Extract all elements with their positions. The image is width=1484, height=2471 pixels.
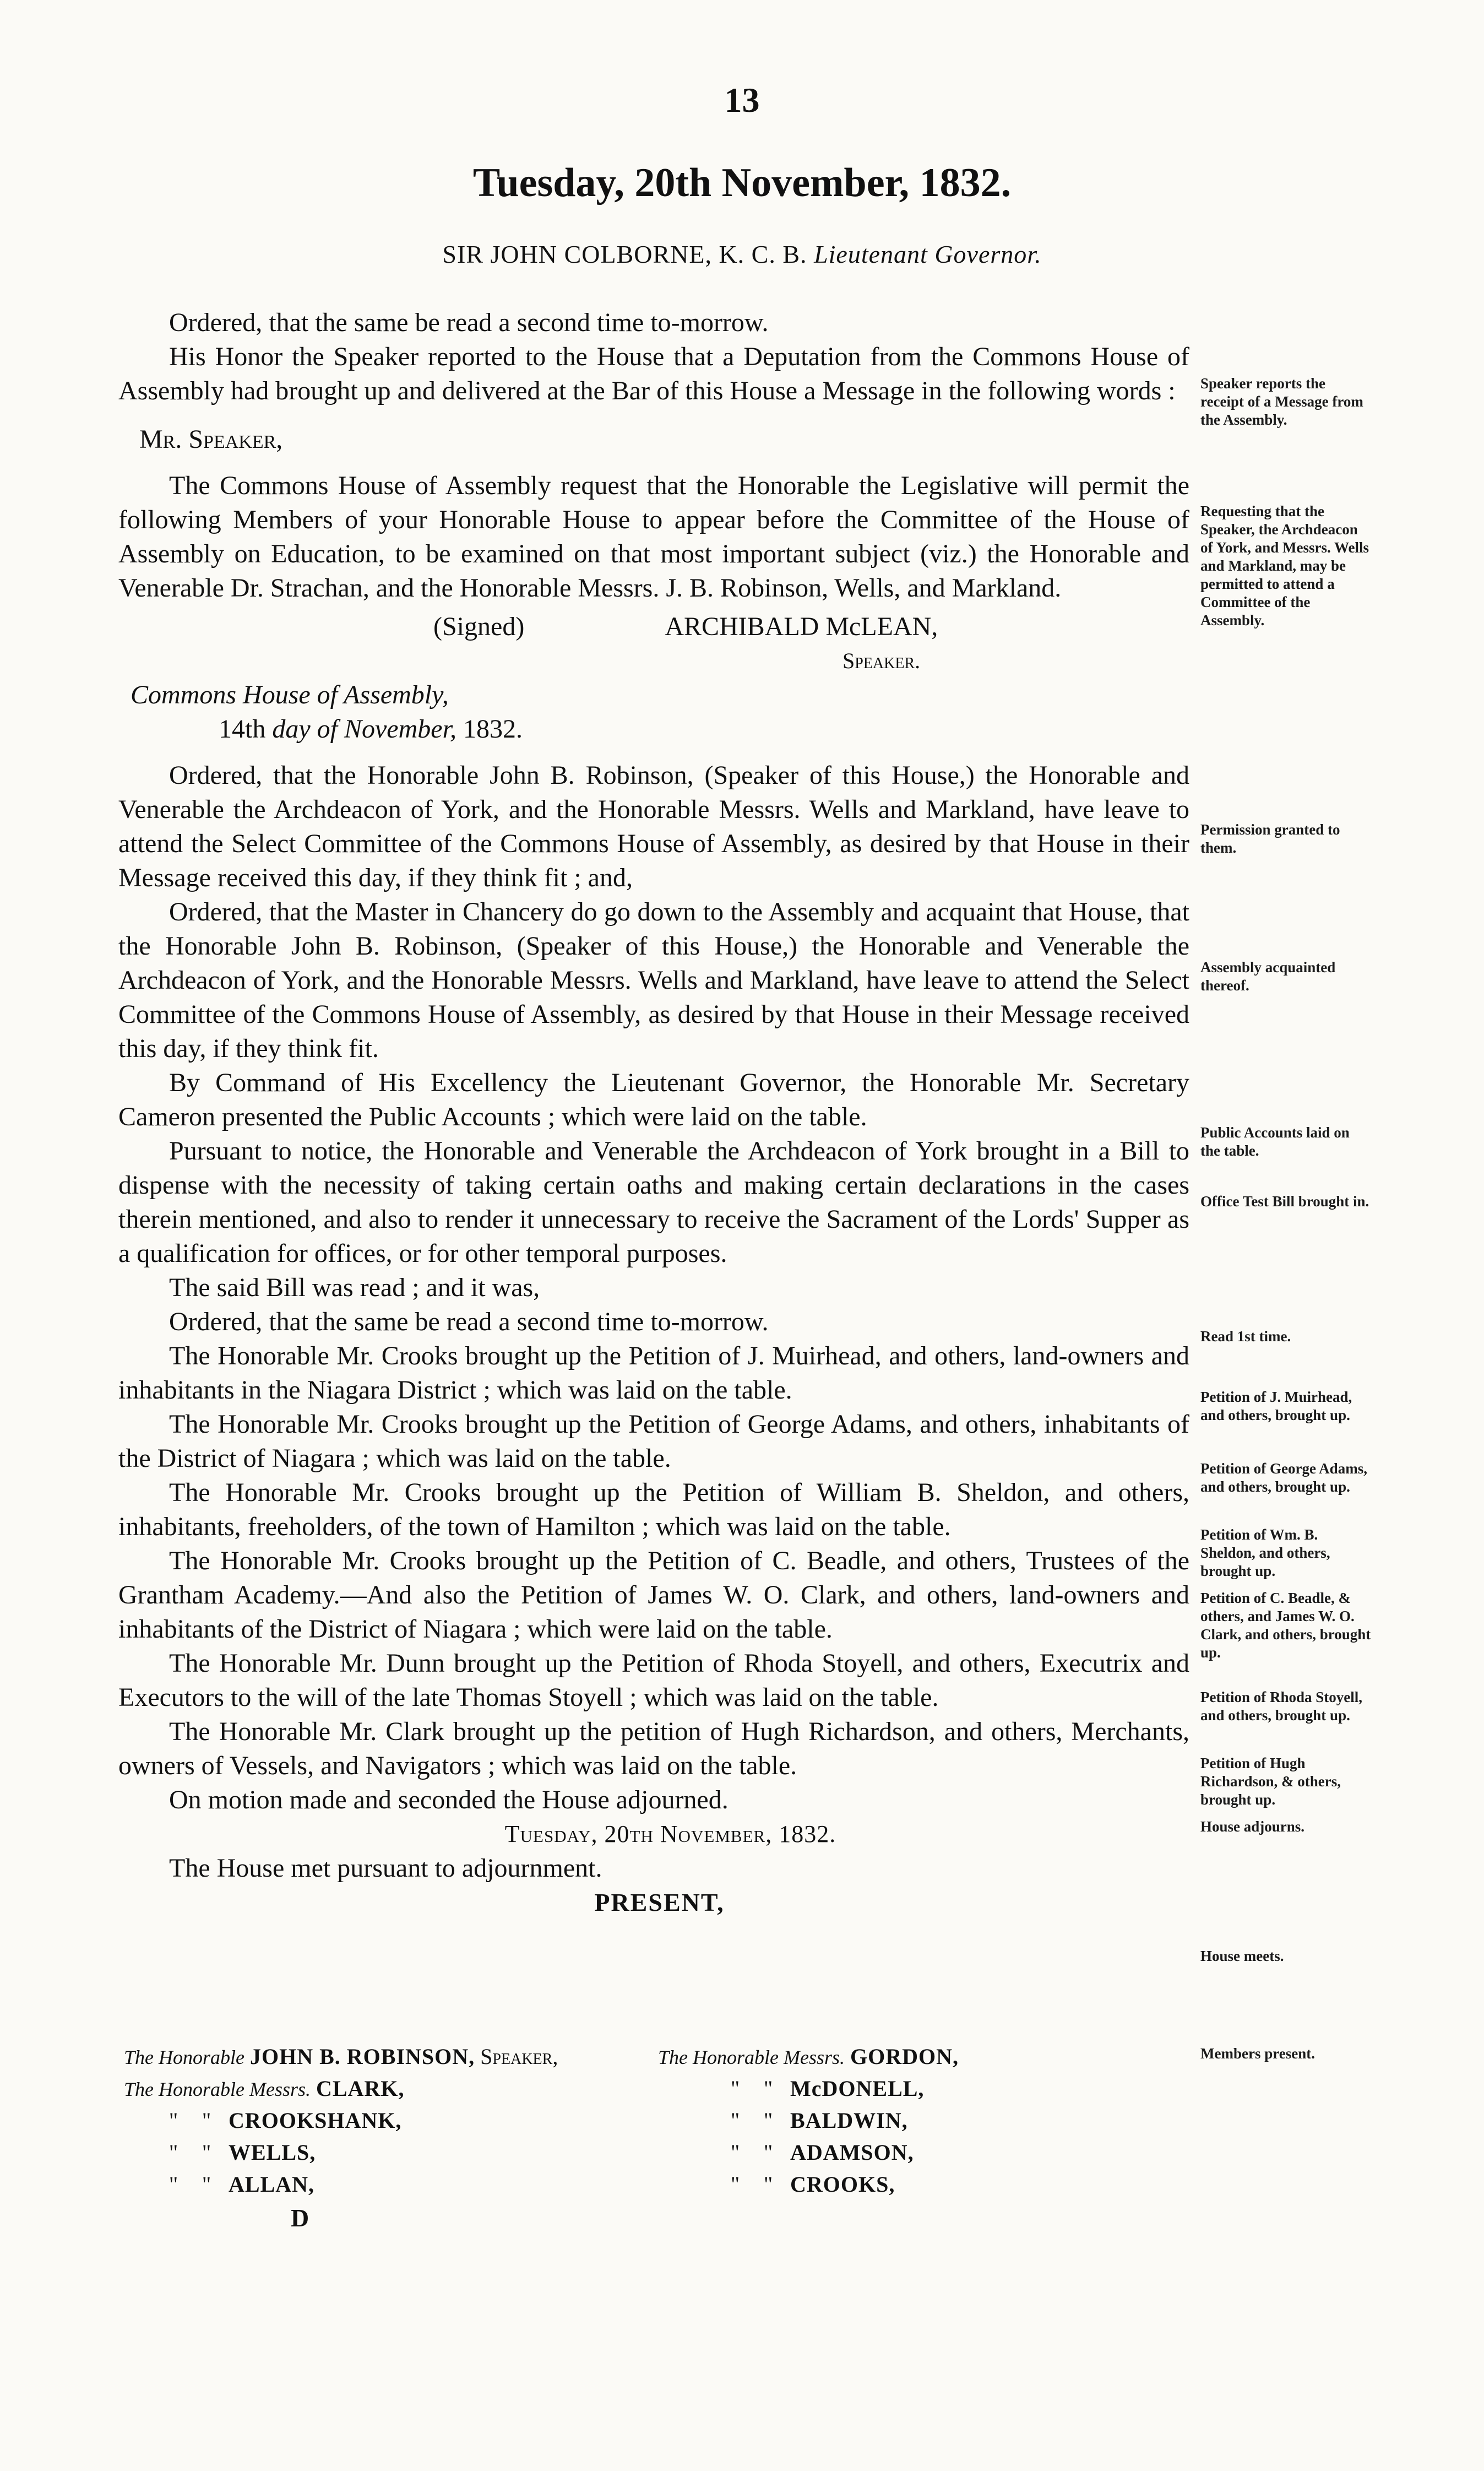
paragraph: By Command of His Excellency the Lieutenant Governor, the Honorable Mr. Secretary Cameron presented the Public Accounts ; which were laid on the table. xyxy=(118,1068,1189,1131)
paragraph: The Honorable Mr. Clark brought up the petition of Hugh Richardson, and others, Merchants, owners of Vessels, and Navigators ; which was laid on the table. xyxy=(118,1717,1189,1780)
ditto-mark: " xyxy=(202,2108,211,2133)
signed-label: (Signed) xyxy=(433,612,525,641)
hon-messrs-label: The Honorable Messrs. xyxy=(658,2046,845,2068)
paragraph: Ordered, that the Honorable John B. Robinson, (Speaker of this House,) the Honorable and Venerable the Archdeacon of York, and the Honorable Messrs. Wells and Markland, have leave to attend the Select Committee of the Commons House of Assembly, as desired by that House in their Message received this day, if they think fit ; and, xyxy=(118,761,1189,892)
paragraph: Pursuant to notice, the Honorable and Venerable the Archdeacon of York brought in a Bill to dispense with the necessity of taking certain oaths and making certain declarations in the cases therein mentioned, and also to render it unnecessary to receive the Sacrament of the Lords' Supper as a qualification for offices, or for other temporal purposes. xyxy=(118,1136,1189,1268)
page-number: 13 xyxy=(724,80,760,120)
ditto-mark: " xyxy=(763,2108,773,2133)
margin-note: Assembly acquainted thereof. xyxy=(1200,959,1336,994)
ditto-mark: " xyxy=(730,2140,740,2165)
margin-note: Petition of C. Beadle, & others, and James W. O. Clark, and others, brought up. xyxy=(1200,1590,1371,1661)
paragraph: The Honorable Mr. Crooks brought up the Petition of J. Muirhead, and others, land-owners and inhabitants in the Niagara District ; which was laid on the table. xyxy=(118,1341,1189,1405)
second-heading: Tuesday, 20th November, 1832. xyxy=(504,1820,836,1847)
signer-name: ARCHIBALD McLEAN, xyxy=(665,612,938,641)
signature-mark: D xyxy=(291,2204,309,2232)
members-row xyxy=(124,2169,1170,2201)
margin-note: Requesting that the Speaker, the Archdeacon of York, and Messrs. Wells and Markland, may be permitted to attend a Committee of the Assembly. xyxy=(1200,503,1369,628)
margin-note: Petition of J. Muirhead, and others, brought up. xyxy=(1200,1389,1352,1423)
dateline-month: day of November, xyxy=(272,714,456,744)
member-name: JOHN B. ROBINSON, xyxy=(250,2044,475,2069)
members-row xyxy=(124,2137,1170,2169)
paragraph: Ordered, that the same be read a second time to-morrow. xyxy=(169,1307,769,1336)
page-title: Tuesday, 20th November, 1832. xyxy=(472,160,1012,205)
present-heading: PRESENT, xyxy=(594,1888,725,1916)
message-text: The Commons House of Assembly request that the Honorable the Legislative will permit the following Members of your Honorable House to appear before the Committee of the House of Assembly on Education, to be examined on that most important subject (viz.) the Honorable and Venerable Dr. Strachan, and the Honorable Messrs. J. B. Robinson, Wells, and Markland. xyxy=(118,471,1189,603)
ditto-mark: " xyxy=(202,2140,211,2165)
paragraph: The said Bill was read ; and it was, xyxy=(169,1273,540,1302)
margin-note: Read 1st time. xyxy=(1200,1328,1291,1345)
members-row xyxy=(124,2041,1170,2073)
hon-messrs-label: The Honorable Messrs. xyxy=(124,2078,311,2100)
margin-note: Speaker reports the receipt of a Message from the Assembly. xyxy=(1200,375,1363,428)
members-list xyxy=(124,2041,1170,2201)
member-name: CLARK, xyxy=(316,2076,405,2101)
paragraph: His Honor the Speaker reported to the House that a Deputation from the Commons House of Assembly had brought up and delivered at the Bar of this House a Message in the following words : xyxy=(118,342,1189,405)
governor-role: Lieutenant Governor. xyxy=(814,240,1042,268)
members-row xyxy=(124,2073,1170,2105)
member-name: CROOKSHANK, xyxy=(229,2108,402,2133)
salutation: Mr. Speaker, xyxy=(139,425,283,454)
member-name: ALLAN, xyxy=(229,2172,315,2197)
speaker-label: Speaker, xyxy=(480,2044,558,2069)
ditto-mark: " xyxy=(763,2140,773,2165)
signer-title: Speaker. xyxy=(842,648,921,673)
member-name: WELLS, xyxy=(229,2140,316,2165)
paragraph: Ordered, that the same be read a second time to-morrow. xyxy=(169,308,769,337)
margin-note: Petition of Hugh Richardson, & others, brought up. xyxy=(1200,1755,1341,1808)
paragraph: The Honorable Mr. Crooks brought up the Petition of George Adams, and others, inhabitants of the District of Niagara ; which was laid on the table. xyxy=(118,1410,1189,1473)
hon-label: The Honorable xyxy=(124,2046,244,2068)
paragraph: The Honorable Mr. Dunn brought up the Petition of Rhoda Stoyell, and others, Executrix and Executors to the will of the late Thomas Stoyell ; which was laid on the table. xyxy=(118,1649,1189,1712)
member-name: McDONELL, xyxy=(790,2076,925,2101)
margin-note: Permission granted to them. xyxy=(1200,821,1340,856)
margin-note: Petition of George Adams, and others, brought up. xyxy=(1200,1460,1367,1495)
margin-note: Petition of Wm. B. Sheldon, and others, brought up. xyxy=(1200,1526,1330,1579)
paragraph: The Honorable Mr. Crooks brought up the Petition of William B. Sheldon, and others, inhabitants, freeholders, of the town of Hamilton ; which was laid on the table. xyxy=(118,1478,1189,1541)
members-row xyxy=(124,2105,1170,2137)
paragraph: On motion made and seconded the House adjourned. xyxy=(169,1785,729,1814)
ditto-mark: " xyxy=(763,2172,773,2197)
margin-note: Public Accounts laid on the table. xyxy=(1200,1124,1350,1159)
dateline-day: 14th xyxy=(219,714,266,744)
ditto-mark: " xyxy=(730,2172,740,2197)
dateline-year: 1832. xyxy=(463,714,523,744)
dateline-date xyxy=(118,712,1189,746)
ditto-mark: " xyxy=(730,2076,740,2101)
ditto-mark: " xyxy=(202,2172,211,2197)
dateline: Commons House of Assembly, xyxy=(131,680,449,709)
paragraph: The House met pursuant to adjournment. xyxy=(169,1854,602,1883)
ditto-mark: " xyxy=(168,2140,178,2165)
ditto-mark: " xyxy=(763,2076,773,2101)
margin-note: Office Test Bill brought in. xyxy=(1200,1193,1369,1210)
paragraph: Ordered, that the Master in Chancery do go down to the Assembly and acquaint that House, that the Honorable John B. Robinson, (Speaker of this House,) the Honorable and Venerable the Archdeacon of York, and the Honorable Messrs. Wells and Markland, have leave to attend the Select Committee of the Commons House of Assembly, as desired by that House in their Message received this day, if they think fit. xyxy=(118,897,1189,1063)
governor-name: SIR JOHN COLBORNE, K. C. B. xyxy=(442,240,807,268)
paragraph: The Honorable Mr. Crooks brought up the Petition of C. Beadle, and others, Trustees of the Grantham Academy.—And also the Petition of James W. O. Clark, and others, land-owners and inhabitants of the District of Niagara ; which were laid on the table. xyxy=(118,1546,1189,1644)
margin-note: Petition of Rhoda Stoyell, and others, brought up. xyxy=(1200,1689,1362,1724)
ditto-mark: " xyxy=(168,2108,178,2133)
journal-body xyxy=(118,306,1189,1920)
member-name: BALDWIN, xyxy=(790,2108,908,2133)
ditto-mark: " xyxy=(168,2172,178,2197)
governor-line xyxy=(0,240,1484,269)
margin-note: House adjourns. xyxy=(1200,1818,1305,1835)
margin-note: House meets. xyxy=(1200,1948,1284,1964)
signature-line xyxy=(118,610,1189,644)
member-name: CROOKS, xyxy=(790,2172,895,2197)
ditto-mark: " xyxy=(730,2108,740,2133)
member-name: ADAMSON, xyxy=(790,2140,914,2165)
member-name: GORDON, xyxy=(850,2044,959,2069)
margin-note: Members present. xyxy=(1200,2045,1315,2062)
